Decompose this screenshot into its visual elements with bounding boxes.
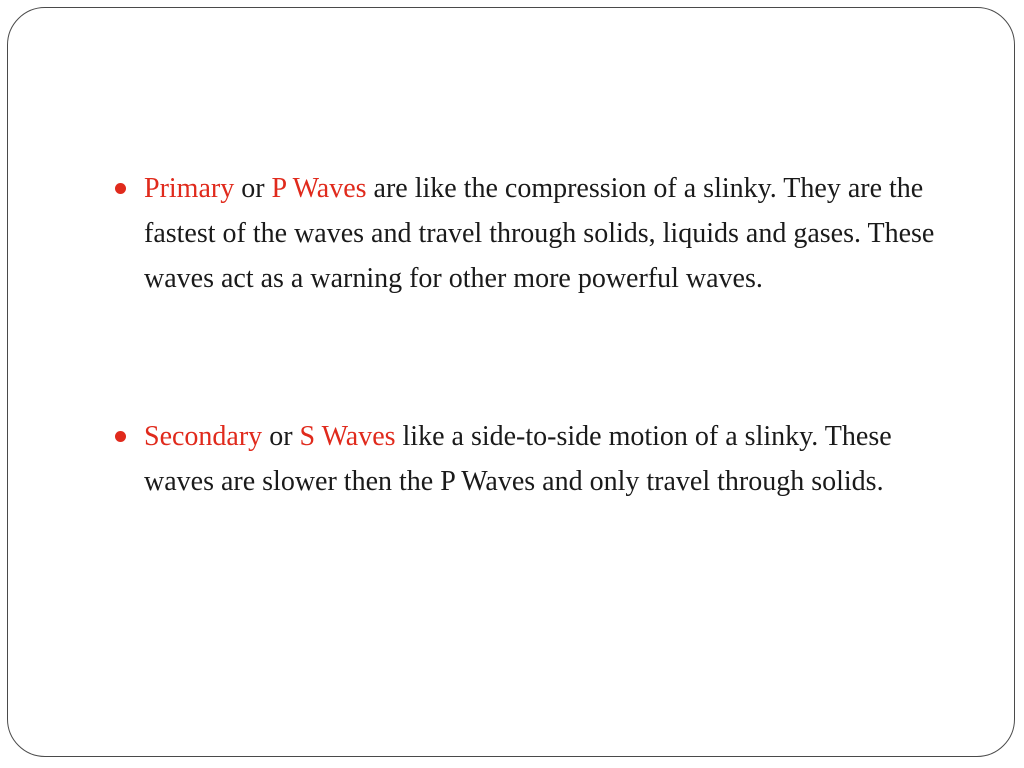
term-p-waves: P Waves xyxy=(271,173,367,204)
bullet-text: are like the compression of a slinky. They are the fastest of the waves and travel through solids, liquids and gases. These waves act as a warning for other more powerful waves. xyxy=(144,173,935,294)
bullet-dot-icon xyxy=(115,183,126,194)
term-primary: Primary xyxy=(144,173,235,204)
bullet-dot-icon xyxy=(115,431,126,442)
bullet-item-s-waves xyxy=(144,414,944,504)
term-secondary: Secondary xyxy=(144,421,263,452)
connector-or: or xyxy=(262,421,300,452)
term-s-waves: S Waves xyxy=(299,421,396,452)
connector-or: or xyxy=(234,173,272,204)
bullet-item-p-waves xyxy=(144,166,944,301)
bullet-text: like a side-to-side motion of a slinky. These waves are slower then the P Waves and only travel through solids. xyxy=(144,421,892,497)
bullet-list xyxy=(144,166,944,504)
